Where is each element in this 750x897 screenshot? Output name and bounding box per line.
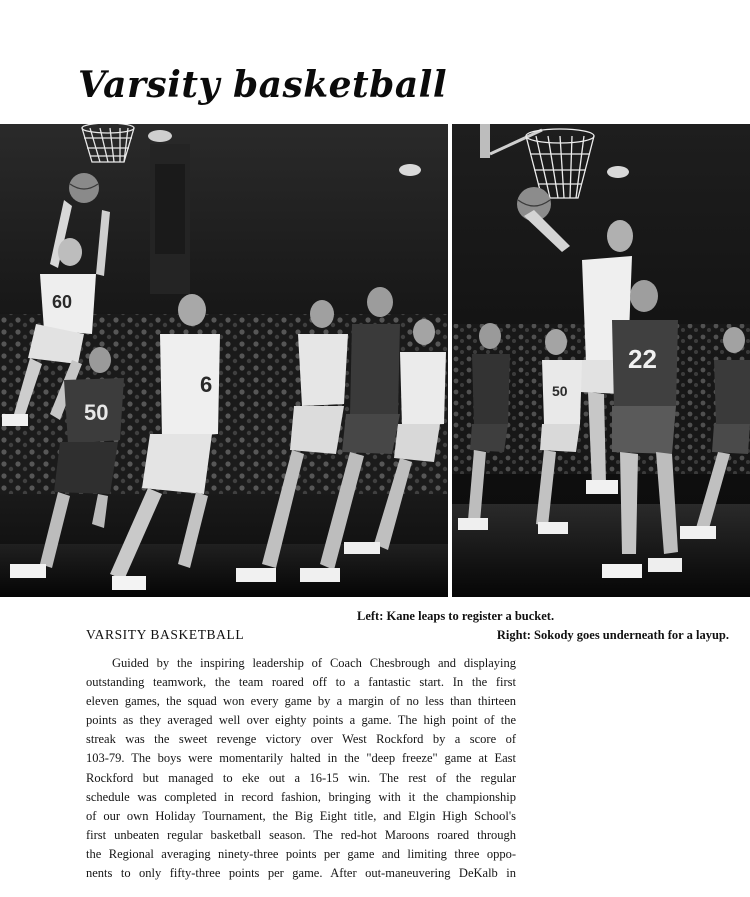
article-line: Rockford but managed to eke out a 16-15 win. The rest of the regular: [86, 770, 516, 785]
jersey-number-22: 22: [628, 344, 657, 374]
article-body: [86, 654, 516, 883]
page-title: Varsity basketball: [78, 64, 448, 106]
article-line: of our own Holiday Tournament, the Big Eight title, and Elgin High School's: [86, 808, 516, 823]
article-line: points as they averaged well over eighty points a game. The high point of the: [86, 713, 516, 728]
jersey-number-6: 6: [200, 372, 213, 397]
article-line: nents to only fifty-three points per game. After out-maneuvering DeKalb in: [86, 866, 516, 881]
jersey-number-50-right: 50: [552, 383, 568, 399]
article-line: first unbeaten regular basketball season. The red-hot Maroons roared through: [86, 827, 516, 842]
jersey-number-50: 50: [84, 400, 109, 425]
article-line: the Regional averaging ninety-three points per game and limiting three oppo-: [86, 846, 516, 861]
article-line: streak was the sweet revenge victory over West Rockford by a score of: [86, 732, 516, 747]
article-line: outstanding teamwork, the team roared off to a fantastic start. In the first: [86, 675, 516, 690]
photo-right-sokody-layup: [452, 124, 750, 597]
article-line: Guided by the inspiring leadership of Coach Chesbrough and displaying: [112, 656, 516, 670]
caption-left: Left: Kane leaps to register a bucket.: [357, 609, 555, 623]
caption-right: Right: Sokody goes underneath for a layup.: [496, 628, 729, 642]
section-heading: VARSITY BASKETBALL: [86, 627, 245, 642]
photo-left-kane-leaping: [0, 124, 448, 597]
article-line: schedule was completed in record fashion, bringing with it the championship: [86, 789, 516, 804]
jersey-number-60: 60: [52, 292, 73, 312]
article-line: eleven games, the squad won every game by a margin of no less than thirteen: [86, 694, 516, 709]
article-line: 103-79. The boys were momentarily halted in the "deep freeze" game at East: [86, 751, 516, 766]
